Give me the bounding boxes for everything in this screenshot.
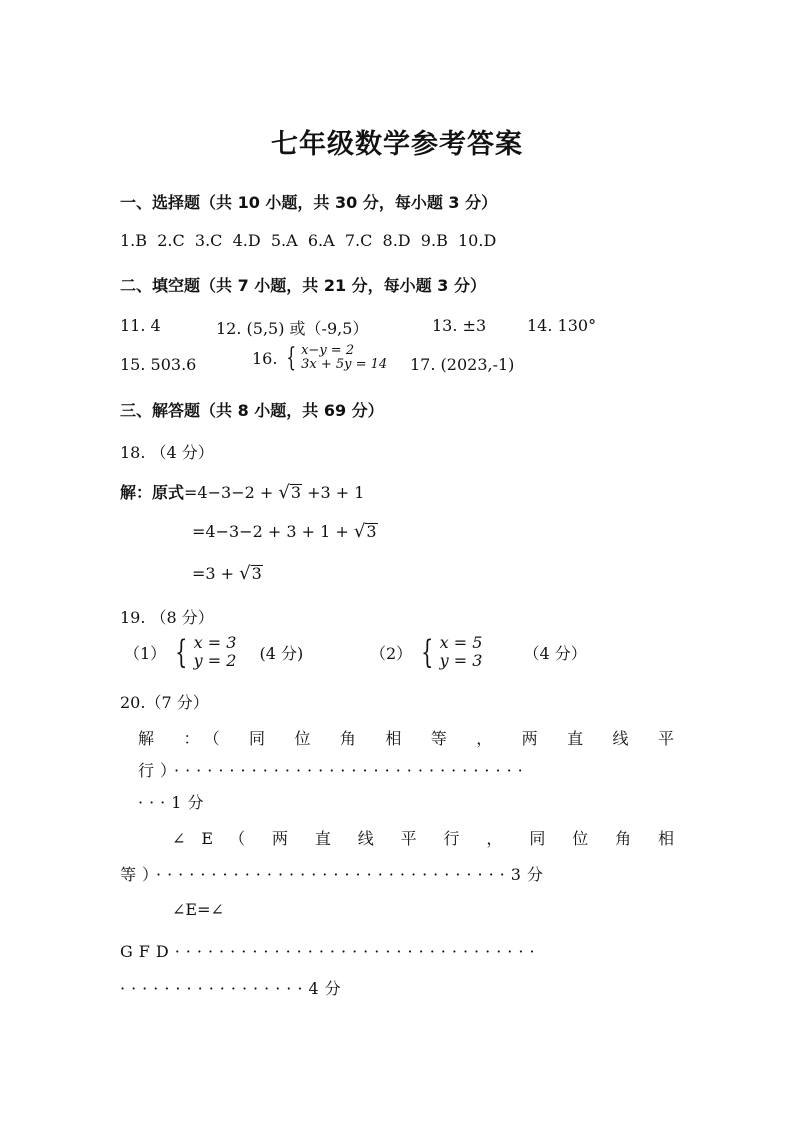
sqrt-radicand: 3 (251, 564, 262, 584)
q20-line4: ∠ E （ 两 直 线 平 行 ， 同 位 角 相 (172, 829, 674, 848)
answer-17: 17. (2023,-1) (410, 355, 515, 374)
q20-line5: 等）································3分 (120, 865, 549, 884)
q19-part2 (370, 634, 587, 671)
answer-16 (252, 344, 387, 373)
sqrt-symbol: √ 3 (239, 563, 262, 584)
answer-1: 1.B (120, 231, 148, 250)
sqrt-radicand: 3 (366, 522, 377, 542)
question-20-label: 20.（7 分） (120, 693, 209, 712)
answer-5: 5.A (270, 231, 298, 250)
answer-14: 14. 130° (527, 316, 597, 335)
eq-19-1-2: y = 2 (193, 651, 237, 671)
q20-line7: GFD································· (120, 942, 541, 961)
answer-3: 3.C (194, 231, 223, 250)
eq-19-2-2: y = 3 (439, 651, 483, 671)
q19-part1-label: （1） (124, 643, 167, 663)
equation-system-19-2 (417, 634, 482, 671)
eq-19-2-1: x = 5 (439, 633, 483, 652)
equation-16-2: 3x + 5y = 14 (301, 357, 388, 373)
answer-13-value: ±3 (462, 316, 487, 335)
answer-13 (432, 316, 486, 335)
answer-11: 11. 4 (120, 316, 161, 335)
question-19-label: 19. （8 分） (120, 608, 214, 627)
q18-line2 (192, 522, 378, 541)
brace-symbol: { (421, 633, 434, 672)
answer-16-label: 16. (252, 348, 278, 368)
q20-line1: 解 ：（ 同 位 角 相 等 ， 两 直 线 平 (138, 729, 674, 748)
q18-line3-part-a: =3 + (192, 564, 240, 583)
sqrt-radicand: 3 (290, 483, 302, 503)
q19-part1 (124, 634, 303, 671)
eq-19-1-1: x = 3 (193, 633, 237, 652)
answer-7: 7.C (344, 231, 373, 250)
equation-system-19-1 (171, 634, 236, 671)
q19-part1-score: (4 分) (259, 643, 304, 663)
page-title: 七年级数学参考答案 (271, 129, 523, 160)
answer-8: 8.D (382, 231, 411, 250)
answer-12: 12. (5,5) 或（-9,5） (216, 319, 369, 338)
solution-prefix: 解：原式 (120, 483, 185, 502)
q19-part2-score: （4 分） (523, 643, 587, 663)
answer-2: 2.C (157, 231, 185, 250)
answer-4: 4.D (232, 231, 261, 250)
answer-10: 10.D (458, 231, 497, 250)
q20-line8: ·················4分 (120, 979, 347, 998)
q20-line6: ∠E=∠ (172, 900, 224, 919)
section-heading-solve: 三、解答题（共 8 小题，共 69 分） (120, 401, 384, 420)
q20-line2: 行）································ (138, 761, 529, 780)
q20-line3: ···1分 (138, 793, 210, 812)
q19-part2-label: （2） (370, 643, 413, 663)
section-heading-fill: 二、填空题（共 7 小题，共 21 分，每小题 3 分） (120, 276, 486, 295)
answer-13-label: 13. (432, 316, 458, 335)
q18-line1 (120, 480, 364, 503)
answer-6: 6.A (307, 231, 335, 250)
answer-15: 15. 503.6 (120, 355, 197, 374)
brace-symbol: { (175, 633, 188, 672)
section-heading-choice: 一、选择题（共 10 小题，共 30 分，每小题 3 分） (120, 193, 498, 212)
equation-system-16 (283, 344, 388, 373)
answer-9: 9.B (420, 231, 448, 250)
equation-16-1: x−y = 2 (301, 343, 355, 358)
choice-answers (120, 231, 496, 250)
question-18-label: 18. （4 分） (120, 443, 214, 462)
brace-symbol: { (285, 343, 296, 374)
q18-line3 (192, 564, 263, 583)
q18-line2-part-a: =4−3−2 + 3 + 1 + (192, 522, 354, 541)
sqrt-symbol: √ 3 (353, 521, 377, 542)
sqrt-symbol: √ 3 (278, 482, 302, 503)
q18-line1-part-b: +3 + 1 (302, 483, 365, 502)
q18-line1-part-a: =4−3−2 + (184, 483, 279, 502)
